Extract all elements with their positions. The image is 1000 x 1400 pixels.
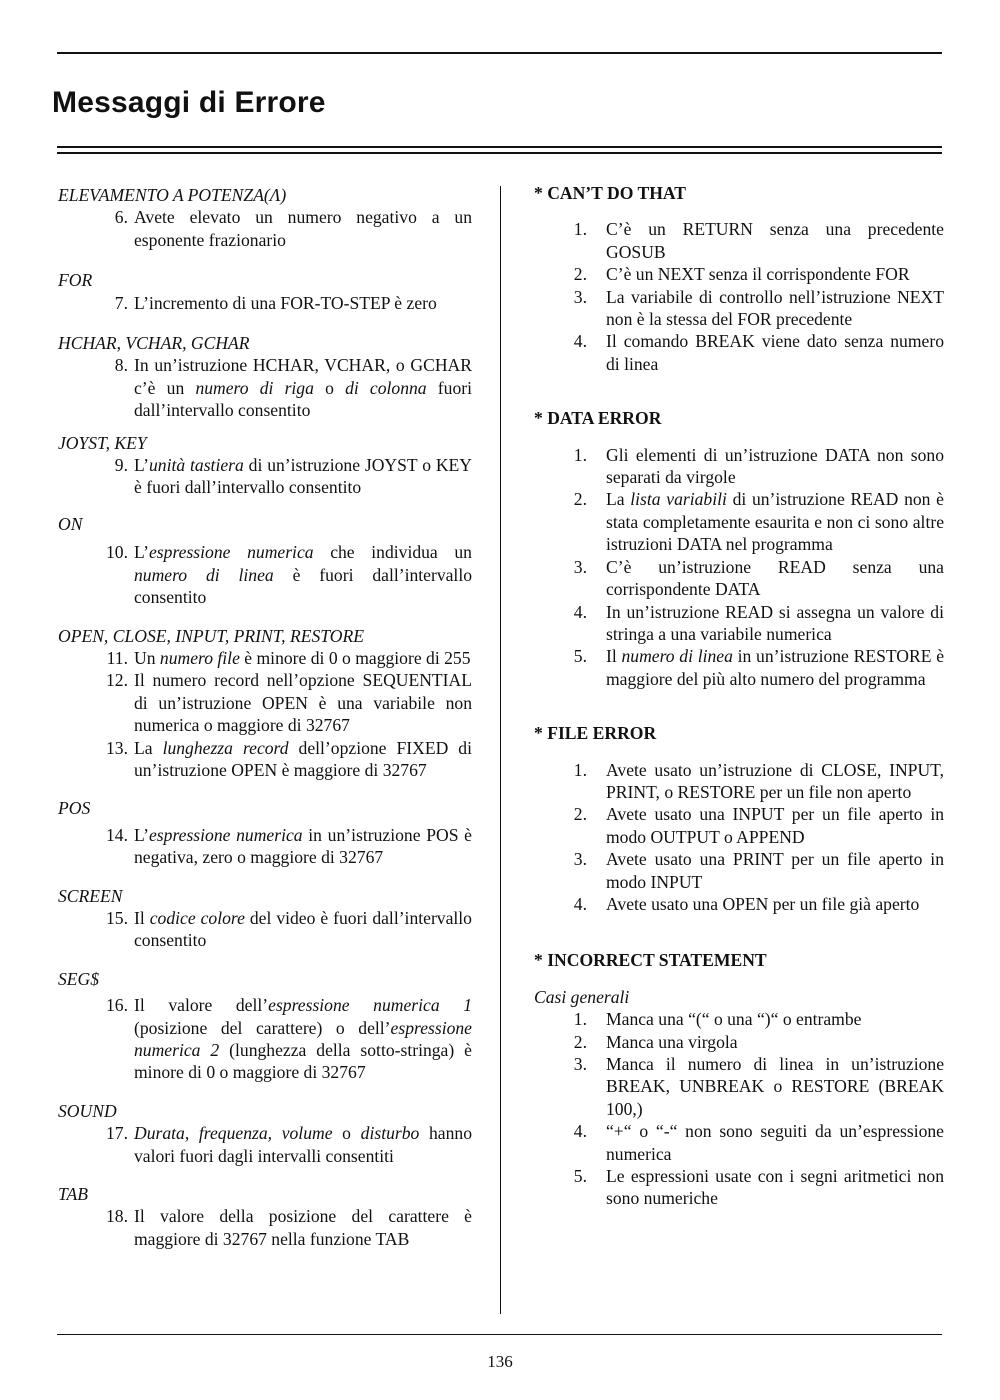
entry-text: Manca una “(“ o una “)“ o entrambe [606,1009,862,1030]
error-entry-7 [58,292,472,314]
error-entry [534,444,944,489]
error-entry-10 [58,541,472,608]
entry-number: 3. [573,556,587,577]
error-entry [534,1031,944,1053]
entry-text: Il codice colore del video è fuori dall’intervallo consentito [134,907,472,951]
entry-number: 18. [106,1206,128,1227]
section-heading: * FILE ERROR [534,723,657,744]
entry-text: C’è un NEXT senza il corrispondente FOR [606,264,910,285]
command-name: POS [58,798,91,819]
section-data-error [534,407,944,690]
entry-text: La lunghezza record dell’opzione FIXED di un’istruzione OPEN è maggiore di 32767 [134,737,472,780]
entry-text: C’è un RETURN senza una precedente GOSUB [606,219,944,262]
error-group-joyst [58,432,472,499]
entry-text: La lista variabili di un’istruzione READ non è stata completamente esaurita e non ci sono altre istruzioni DATA nel programma [606,489,944,555]
bottom-rule [57,1334,942,1335]
error-entry-18 [58,1205,472,1250]
command-name: OPEN, CLOSE, INPUT, PRINT, RESTORE [58,625,364,646]
entry-number: 4. [573,331,587,352]
entry-number: 1. [573,219,587,240]
section-incorrect-statement [534,949,944,1209]
section-heading: * CAN’T DO THAT [534,183,687,203]
entry-text: Un numero file è minore di 0 o maggiore di 255 [134,647,471,668]
error-entry-11 [58,647,472,669]
entry-text: C’è un’istruzione READ senza una corrispondente DATA [606,556,944,600]
error-entry [534,330,944,375]
entry-text: Il numero record nell’opzione SEQUENTIAL di un’istruzione OPEN è una variabile non numerica o maggiore di 32767 [134,670,472,736]
error-entry [534,601,944,646]
entry-number: 1. [573,1009,587,1030]
entry-number: 1. [573,759,587,780]
error-group-elevamento [58,184,472,251]
entry-number: 4. [573,893,587,914]
entry-text: Avete usato un’istruzione di CLOSE, INPUT, PRINT, o RESTORE per un file non aperto [606,759,944,802]
command-name: ELEVAMENTO A POTENZA(Λ) [58,185,287,205]
entry-number: 14. [106,824,128,845]
left-column [58,184,472,1250]
error-entry-15 [58,907,472,952]
entry-number: 13. [106,737,128,758]
entry-number: 10. [106,542,128,563]
entry-text: Il valore dell’espressione numerica 1 (posizione del carattere) o dell’espressione numerica 2 (lunghezza della sotto-stringa) è minore di 0 o maggiore di 32767 [134,995,473,1083]
command-name: ON [58,513,83,534]
section-subheading: Casi generali [534,986,630,1007]
error-group-sound [58,1100,472,1167]
entry-number: 17. [106,1123,128,1144]
section-cant-do-that [534,182,944,375]
error-group-screen [58,885,472,952]
entry-text: Manca una virgola [606,1031,738,1052]
top-rule [57,52,942,54]
error-entry [534,645,944,690]
entry-text: Il numero di linea in un’istruzione RESTORE è maggiore del più alto numero del programma [606,646,945,689]
entry-number: 6. [114,207,128,228]
entry-text: “+“ o “-“ non sono seguiti da un’espressione numerica [606,1121,944,1164]
entry-number: 3. [573,286,587,307]
error-entry-13 [58,737,472,782]
entry-text: In un’istruzione READ si assegna un valore di stringa a una variabile numerica [606,601,944,644]
entry-number: 16. [106,995,128,1016]
error-entry-12 [58,669,472,736]
error-entry-17 [58,1122,472,1167]
entry-number: 7. [114,292,128,313]
entry-number: 5. [573,646,587,667]
error-entry [534,1008,944,1030]
entry-number: 5. [573,1166,587,1187]
error-entry-9 [58,454,472,499]
command-name: TAB [58,1184,88,1205]
error-entry [534,286,944,331]
error-entry [534,893,944,915]
entry-text: L’espressione numerica che individua un numero di linea è fuori dall’intervallo consentito [134,542,472,608]
command-name: JOYST, KEY [58,432,147,453]
error-entry [534,218,944,263]
error-group-for [58,269,472,314]
entry-text: Gli elementi di un’istruzione DATA non sono separati da virgole [606,444,944,488]
command-name: HCHAR, VCHAR, GCHAR [58,333,250,354]
entry-text: L’incremento di una FOR-TO-STEP è zero [134,292,437,313]
error-group-pos [58,797,472,868]
entry-number: 2. [573,1031,587,1052]
error-entry [534,759,944,804]
entry-text: Il valore della posizione del carattere è maggiore di 32767 nella funzione TAB [134,1206,472,1249]
entry-number: 2. [573,804,587,825]
entry-text: Avete elevato un numero negativo a un esponente frazionario [134,207,472,250]
entry-number: 4. [573,601,587,622]
entry-text: Avete usato una INPUT per un file aperto in modo OUTPUT o APPEND [606,804,944,847]
entry-number: 1. [573,444,587,465]
section-file-error [534,722,944,915]
error-entry [534,488,944,555]
entry-number: 8. [114,355,128,376]
entry-text: L’unità tastiera di un’istruzione JOYST o KEY è fuori dall’intervallo consentito [134,455,473,498]
command-name: SEG$ [58,968,100,989]
entry-text: La variabile di controllo nell’istruzione NEXT non è la stessa del FOR precedente [606,286,944,330]
entry-text: In un’istruzione HCHAR, VCHAR, o GCHAR c’è un numero di riga o di colonna fuori dall’intervallo consentito [134,355,472,421]
column-divider [500,186,501,1314]
entry-text: Avete usato una OPEN per un file già aperto [606,893,920,914]
error-entry-6 [58,206,472,251]
command-name: SOUND [58,1100,117,1121]
page-number: 136 [487,1352,513,1371]
section-heading: * INCORRECT STATEMENT [534,950,767,971]
entry-text: Il comando BREAK viene dato senza numero di linea [606,331,944,374]
error-group-hchar [58,332,472,422]
entry-number: 12. [106,670,128,691]
error-entry [534,1120,944,1165]
entry-number: 2. [573,489,587,510]
error-entry [534,263,944,285]
error-entry [534,848,944,893]
error-entry [534,803,944,848]
command-name: FOR [58,270,93,291]
entry-number: 3. [573,1054,587,1074]
error-entry-8 [58,354,472,421]
entry-text: Avete usato una PRINT per un file aperto in modo INPUT [606,849,944,892]
title-double-rule-lower [57,152,942,154]
entry-text: Le espressioni usate con i segni aritmetici non sono numeriche [606,1166,944,1209]
title-double-rule-upper [57,146,942,148]
entry-text: Manca il numero di linea in un’istruzione BREAK, UNBREAK o RESTORE (BREAK 100,) [606,1054,944,1119]
error-group-tab [58,1183,472,1250]
entry-number: 9. [114,455,128,476]
entry-number: 11. [106,647,128,668]
error-entry [534,1053,944,1120]
error-group-open [58,625,472,782]
entry-number: 2. [573,264,587,285]
right-column [534,182,944,1210]
section-heading: * DATA ERROR [534,408,662,429]
error-group-seg [58,968,472,1084]
error-entry-16 [58,994,472,1084]
page-title: Messaggi di Errore [52,86,326,119]
entry-number: 15. [106,907,128,928]
entry-number: 3. [573,849,587,870]
error-entry-14 [58,824,472,869]
entry-number: 4. [573,1121,587,1142]
error-entry [534,1165,944,1210]
entry-text: Durata, frequenza, volume o disturbo hanno valori fuori dagli intervalli consentiti [134,1123,472,1166]
error-group-on [58,513,472,609]
error-entry [534,556,944,601]
command-name: SCREEN [58,885,123,906]
entry-text: L’espressione numerica in un’istruzione POS è negativa, zero o maggiore di 32767 [134,824,472,868]
